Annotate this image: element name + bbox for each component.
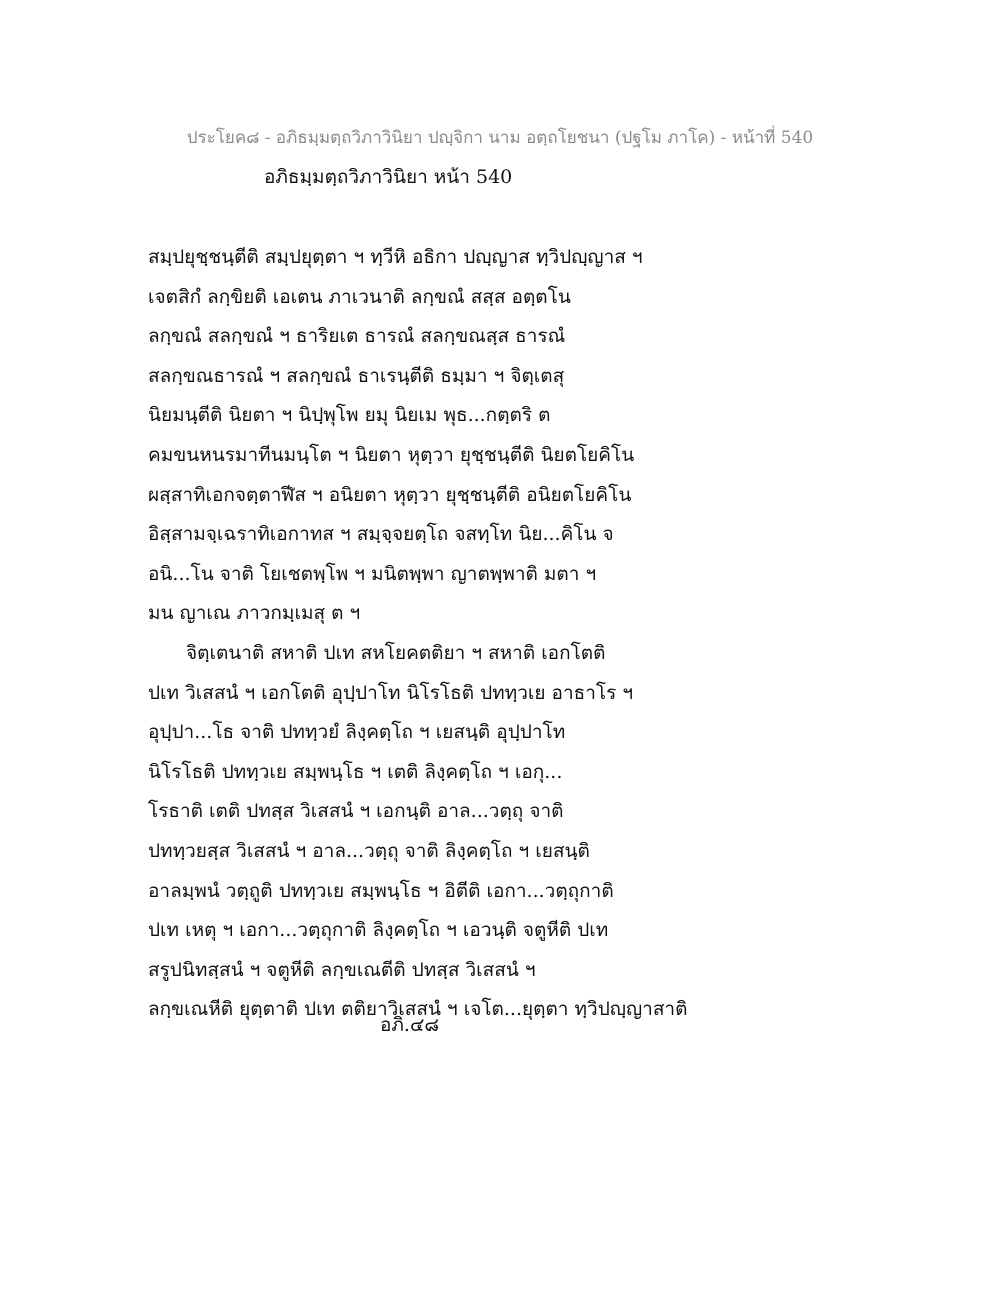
text-line-15: โรธาติ เตติ ปทสฺส วิเสสนํ ฯ เอกนฺติ อาล...วตฺถุ จาติ [148,800,564,823]
text-line-17: อาลมฺพนํ วตฺถูติ ปททฺวเย สมฺพนฺโธ ฯ อิตีติ เอกา...วตฺถุกาติ [148,879,614,902]
text-line-6: คมขนหนรมาทีนมนฺโต ฯ นิยตา หุตฺวา ยุชฺชนฺตีติ นิยตโยคิโน [148,443,635,466]
text-line-4: สลกฺขณธารณํ ฯ สลกฺขณํ ธาเรนฺตีติ ธมฺมา ฯ จิตฺเตสุ [148,364,565,387]
text-line-3: ลกฺขณํ สลกฺขณํ ฯ ธาริยเต ธารณํ สลกฺขณสฺส ธารณํ [148,325,566,348]
text-line-12: ปเท วิเสสนํ ฯ เอกโตติ อุปฺปาโท นิโรโธติ ปททฺวเย อาธาโร ฯ [148,681,634,704]
text-line-14: นิโรโธติ ปททฺวเย สมฺพนฺโธ ฯ เตติ ลิงฺคตฺโถ ฯ เอกุ... [148,760,563,783]
text-line-16: ปททฺวยสฺส วิเสสนํ ฯ อาล...วตฺถุ จาติ ลิงฺคตฺโถ ฯ เยสนฺติ [148,839,590,862]
body-text [148,238,868,1030]
text-line-5: นิยมนฺตีติ นิยตา ฯ นิปฺพุโพ ยมุ นิยเม พุธ...กตฺตริ ต [148,404,551,427]
text-line-9: อนิ...โน จาติ โยเชตพฺโพ ฯ มนิตพฺพา ญาตพฺพาติ มตา ฯ [148,562,597,585]
text-line-18: ปเท เหตุ ฯ เอกา...วตฺถุกาติ ลิงฺคตฺโถ ฯ เอวนฺติ จตูหีติ ปเท [148,919,609,942]
running-header: ประโยค๘ - อภิธมฺมตฺถวิภาวินิยา ปญฺจิกา นาม อตฺถโยชนา (ปฐโม ภาโค) - หน้าที่ 540 [186,128,814,148]
text-line-1: สมฺปยุชฺชนฺตีติ สมฺปยุตฺตา ฯ ทฺวีหิ อธิกา ปญฺญาส ทฺวิปญฺญาส ฯ [148,246,643,268]
text-line-19: สรูปนิทสฺสนํ ฯ จตูหีติ ลกฺขเณตีติ ปทสฺส วิเสสนํ ฯ [148,958,536,981]
page-footer: อภิ.๔๘ [380,1014,440,1036]
text-line-7: ผสฺสาทิเอกจตฺตาฬีส ฯ อนิยตา หุตฺวา ยุชฺชนฺตีติ อนิยตโยคิโน [148,483,632,506]
text-line-20: ลกฺขเณหีติ ยุตฺตาติ ปเท ตติยาวิเสสนํ ฯ เจโต...ยุตฺตา ทฺวิปญฺญาสาติ [148,998,688,1021]
page-heading: อภิธมฺมตฺถวิภาวินิยา หน้า 540 [264,166,513,188]
text-line-2: เจตสิกํ ลกฺขิยติ เอเตน ภาเวนาติ ลกฺขณํ สสฺส อตฺตโน [148,285,571,308]
text-line-13: อุปฺปา...โธ จาติ ปททฺวยํ ลิงฺคตฺโถ ฯ เยสนฺติ อุปฺปาโท [148,721,566,744]
text-line-10: มน ญาเณ ภาวกมฺเมสุ ต ฯ [148,602,361,625]
text-line-11: จิตฺเตนาติ สหาติ ปเท สหโยคตติยา ฯ สหาติ เอกโตติ [186,641,606,664]
text-line-8: อิสฺสามจฺเฉราทิเอกาทส ฯ สมฺจฺจยตฺโถ จสทฺโท นิย...คิโน จ [148,523,614,546]
